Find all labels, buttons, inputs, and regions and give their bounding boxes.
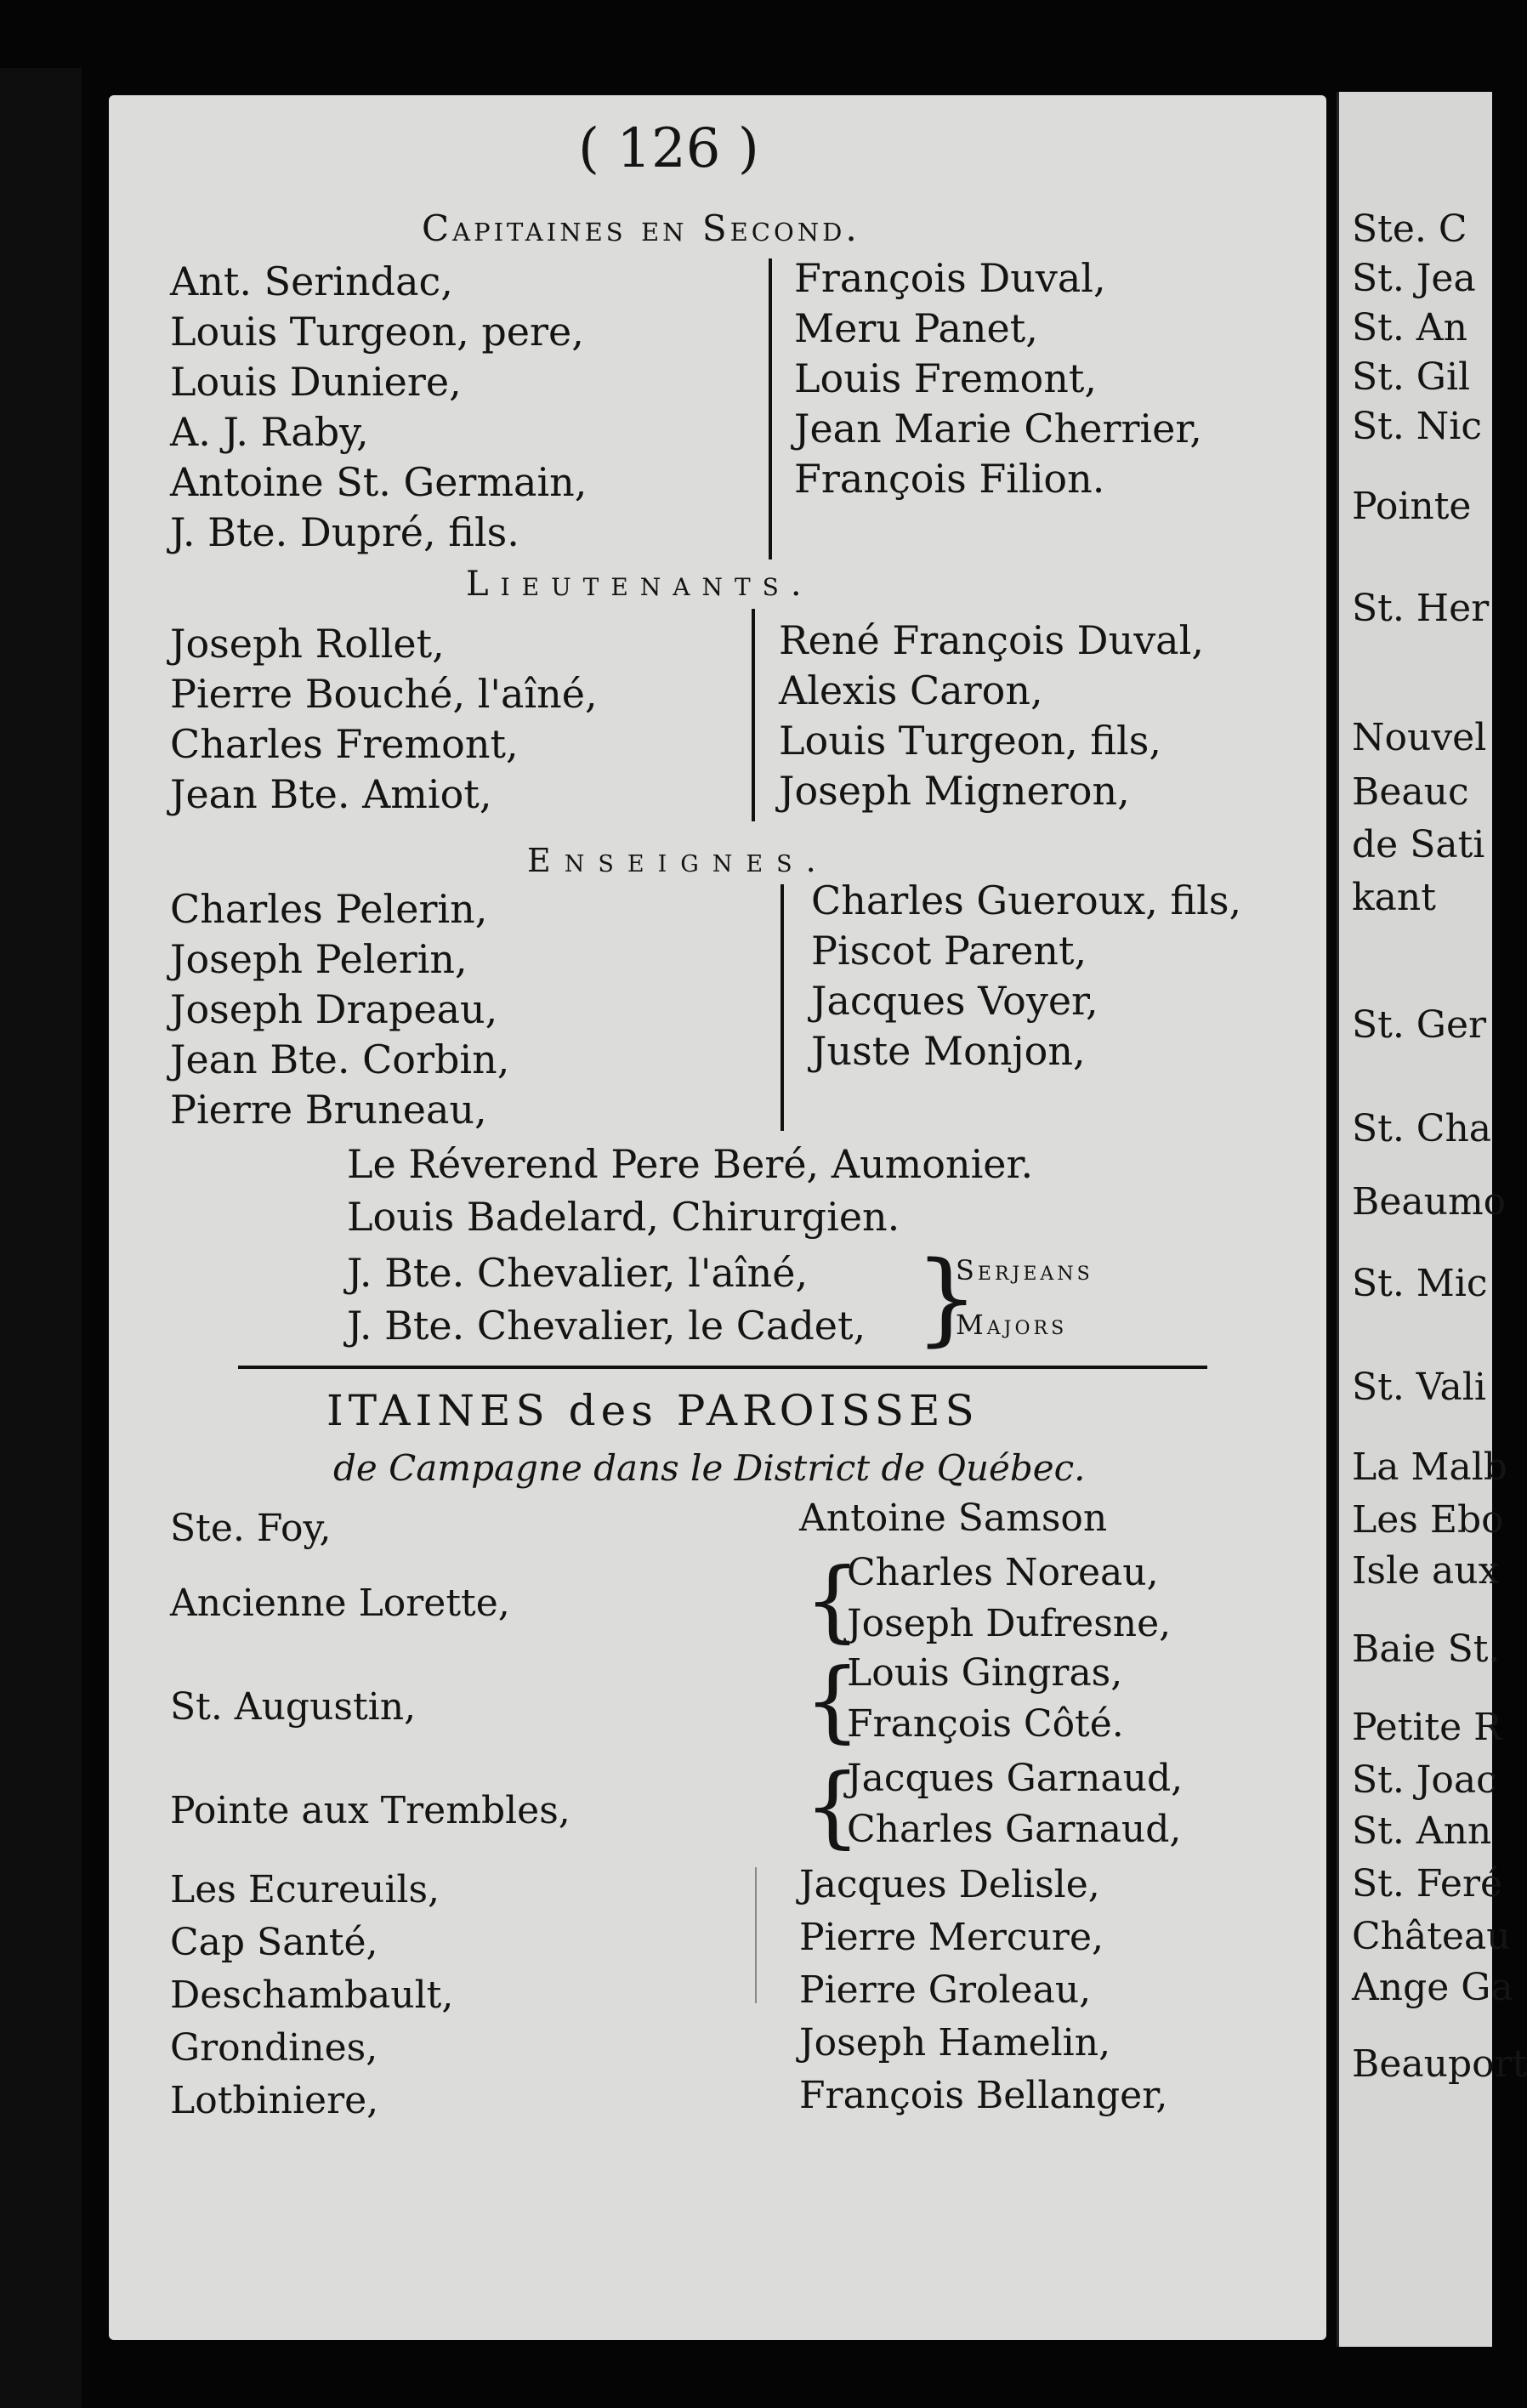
- lieutenants-left: [170, 619, 598, 820]
- right-page-line: Baie St.: [1352, 1627, 1501, 1671]
- list-item: Joseph Hamelin,: [799, 2021, 1111, 2064]
- list-item: Louis Turgeon, pere,: [170, 309, 584, 355]
- parish-name: Deschambault,: [170, 1974, 454, 2017]
- parish-name: Pointe aux Trembles,: [170, 1789, 570, 1832]
- list-item: Charles Pelerin,: [170, 886, 488, 932]
- list-item: Louis Turgeon, fils,: [779, 718, 1161, 764]
- list-item: Alexis Caron,: [779, 667, 1043, 713]
- heading-lieutenants: Lieutenants.: [466, 565, 814, 604]
- enseignes-right: [811, 876, 1241, 1076]
- heading-capitaines-second: Capitaines en Second.: [422, 207, 860, 249]
- brace-icon: {: [804, 1649, 861, 1752]
- list-item: Juste Monjon,: [811, 1028, 1086, 1074]
- heading-paroisses: ITAINES des PAROISSES: [326, 1386, 979, 1435]
- list-item: François Côté.: [847, 1702, 1124, 1746]
- parish-name: Lotbiniere,: [170, 2079, 379, 2122]
- list-item: Charles Garnaud,: [847, 1808, 1182, 1851]
- captain-list-bottom: [799, 1859, 1167, 2122]
- list-item: Jacques Voyer,: [811, 978, 1098, 1024]
- right-page-line: Ste. C: [1352, 207, 1467, 251]
- column-divider: [755, 1867, 757, 2003]
- lieutenants-right: [779, 616, 1204, 816]
- page-number: ( 126 ): [578, 117, 759, 180]
- column-divider: [781, 884, 784, 1131]
- list-item: François Filion.: [794, 456, 1105, 502]
- list-item: Joseph Migneron,: [779, 768, 1130, 814]
- list-item: François Bellanger,: [799, 2074, 1168, 2117]
- right-page-line: La Malb: [1352, 1445, 1507, 1489]
- aumonier-line: Le Réverend Pere Beré, Aumonier.: [347, 1141, 1034, 1187]
- right-page-line: Isle aux: [1352, 1549, 1500, 1593]
- subheading-paroisses: de Campagne dans le District de Québec.: [333, 1447, 1086, 1489]
- list-item: René François Duval,: [779, 617, 1204, 663]
- serjeans-label: [956, 1243, 1093, 1352]
- right-page-line: St. Ann: [1352, 1809, 1492, 1853]
- parish-name: Grondines,: [170, 2026, 378, 2070]
- right-page-line: Pointe: [1352, 485, 1472, 528]
- right-page-line: Château: [1352, 1915, 1511, 1958]
- list-item: Ant. Serindac,: [170, 258, 453, 304]
- list-item: Joseph Pelerin,: [170, 936, 468, 982]
- parish-list-bottom: [170, 1864, 453, 2127]
- list-item: Jean Bte. Amiot,: [170, 771, 492, 817]
- list-item: Charles Gueroux, fils,: [811, 877, 1242, 923]
- list-item: Charles Noreau,: [847, 1551, 1159, 1594]
- right-page-line: St. An: [1352, 306, 1467, 349]
- parish-name: St. Augustin,: [170, 1685, 417, 1729]
- list-item: A. J. Raby,: [170, 409, 369, 455]
- list-item: François Duval,: [794, 255, 1106, 301]
- parish-captains: [799, 1493, 1107, 1544]
- list-item: Piscot Parent,: [811, 928, 1087, 974]
- heading-enseignes: Enseignes.: [527, 842, 830, 879]
- list-item: Pierre Bruneau,: [170, 1087, 487, 1133]
- parish-name: Cap Santé,: [170, 1921, 378, 1964]
- right-page-line: St. Joac: [1352, 1758, 1497, 1802]
- right-page-line: Petite R: [1352, 1706, 1502, 1749]
- column-divider: [769, 258, 772, 559]
- right-page-line: Beauc: [1352, 770, 1469, 814]
- list-item: Louis Fremont,: [794, 355, 1097, 401]
- chirurgien-line: Louis Badelard, Chirurgien.: [347, 1194, 900, 1240]
- serjeans-label-1: Serjeans: [956, 1254, 1093, 1286]
- list-item: Joseph Drapeau,: [170, 986, 498, 1032]
- right-page-line: St. Mic: [1352, 1262, 1488, 1305]
- right-page-line: St. Vali: [1352, 1366, 1486, 1409]
- book-spine: [0, 68, 82, 2408]
- enseignes-left: [170, 884, 509, 1135]
- list-item: Antoine St. Germain,: [170, 459, 588, 505]
- list-item: Jean Bte. Corbin,: [170, 1036, 510, 1082]
- parish-captains: [847, 1753, 1183, 1855]
- list-item: J. Bte. Dupré, fils.: [170, 509, 519, 555]
- serjean-line: J. Bte. Chevalier, l'aîné,: [347, 1250, 809, 1296]
- right-page-line: Les Ebo: [1352, 1498, 1504, 1542]
- right-page-line: Nouvel: [1352, 716, 1487, 759]
- list-item: Pierre Mercure,: [799, 1916, 1104, 1959]
- parish-name: Les Ecureuils,: [170, 1868, 440, 1911]
- list-item: Louis Gingras,: [847, 1651, 1123, 1695]
- right-page-line: St. Gil: [1352, 355, 1471, 399]
- parish-name: Ancienne Lorette,: [170, 1582, 510, 1625]
- serjean-line: J. Bte. Chevalier, le Cadet,: [347, 1303, 866, 1349]
- capitaines-second-right: [794, 253, 1202, 504]
- right-page-line: St. Nic: [1352, 405, 1483, 448]
- list-item: Charles Fremont,: [170, 721, 519, 767]
- right-page-line: de Sati: [1352, 823, 1485, 866]
- section-rule: [238, 1366, 1207, 1369]
- right-page-line: Beaumo: [1352, 1180, 1507, 1224]
- right-page-line: kant: [1352, 876, 1436, 919]
- right-page-line: St. Jea: [1352, 257, 1476, 300]
- brace-icon: }: [915, 1239, 979, 1356]
- officers-block: [347, 1138, 1033, 1243]
- list-item: Joseph Dufresne,: [847, 1602, 1172, 1645]
- list-item: Joseph Rollet,: [170, 621, 445, 667]
- list-item: Louis Duniere,: [170, 359, 462, 405]
- list-item: Antoine Samson: [799, 1496, 1108, 1540]
- parish-captains: [847, 1548, 1171, 1650]
- right-page-line: St. Her: [1352, 587, 1490, 630]
- list-item: Pierre Groleau,: [799, 1968, 1092, 2012]
- capitaines-second-left: [170, 257, 587, 558]
- list-item: Pierre Bouché, l'aîné,: [170, 671, 598, 717]
- right-page-line: Ange Ga: [1352, 1966, 1513, 2009]
- right-page-line: St. Feré: [1352, 1862, 1503, 1905]
- serjeans-names: [347, 1247, 866, 1352]
- parish-name: Ste. Foy,: [170, 1507, 332, 1550]
- right-page-line: St. Cha: [1352, 1107, 1492, 1150]
- list-item: Jean Marie Cherrier,: [794, 406, 1202, 452]
- brace-icon: {: [804, 1754, 861, 1858]
- list-item: Jacques Delisle,: [799, 1863, 1100, 1906]
- serjeans-label-2: Majors: [956, 1309, 1068, 1341]
- brace-icon: {: [804, 1548, 861, 1652]
- column-divider: [752, 609, 755, 821]
- right-page-line: Beauport: [1352, 2042, 1527, 2086]
- list-item: Meru Panet,: [794, 305, 1038, 351]
- list-item: Jacques Garnaud,: [847, 1757, 1184, 1800]
- parish-captains: [847, 1648, 1124, 1750]
- right-page-line: St. Ger: [1352, 1003, 1487, 1047]
